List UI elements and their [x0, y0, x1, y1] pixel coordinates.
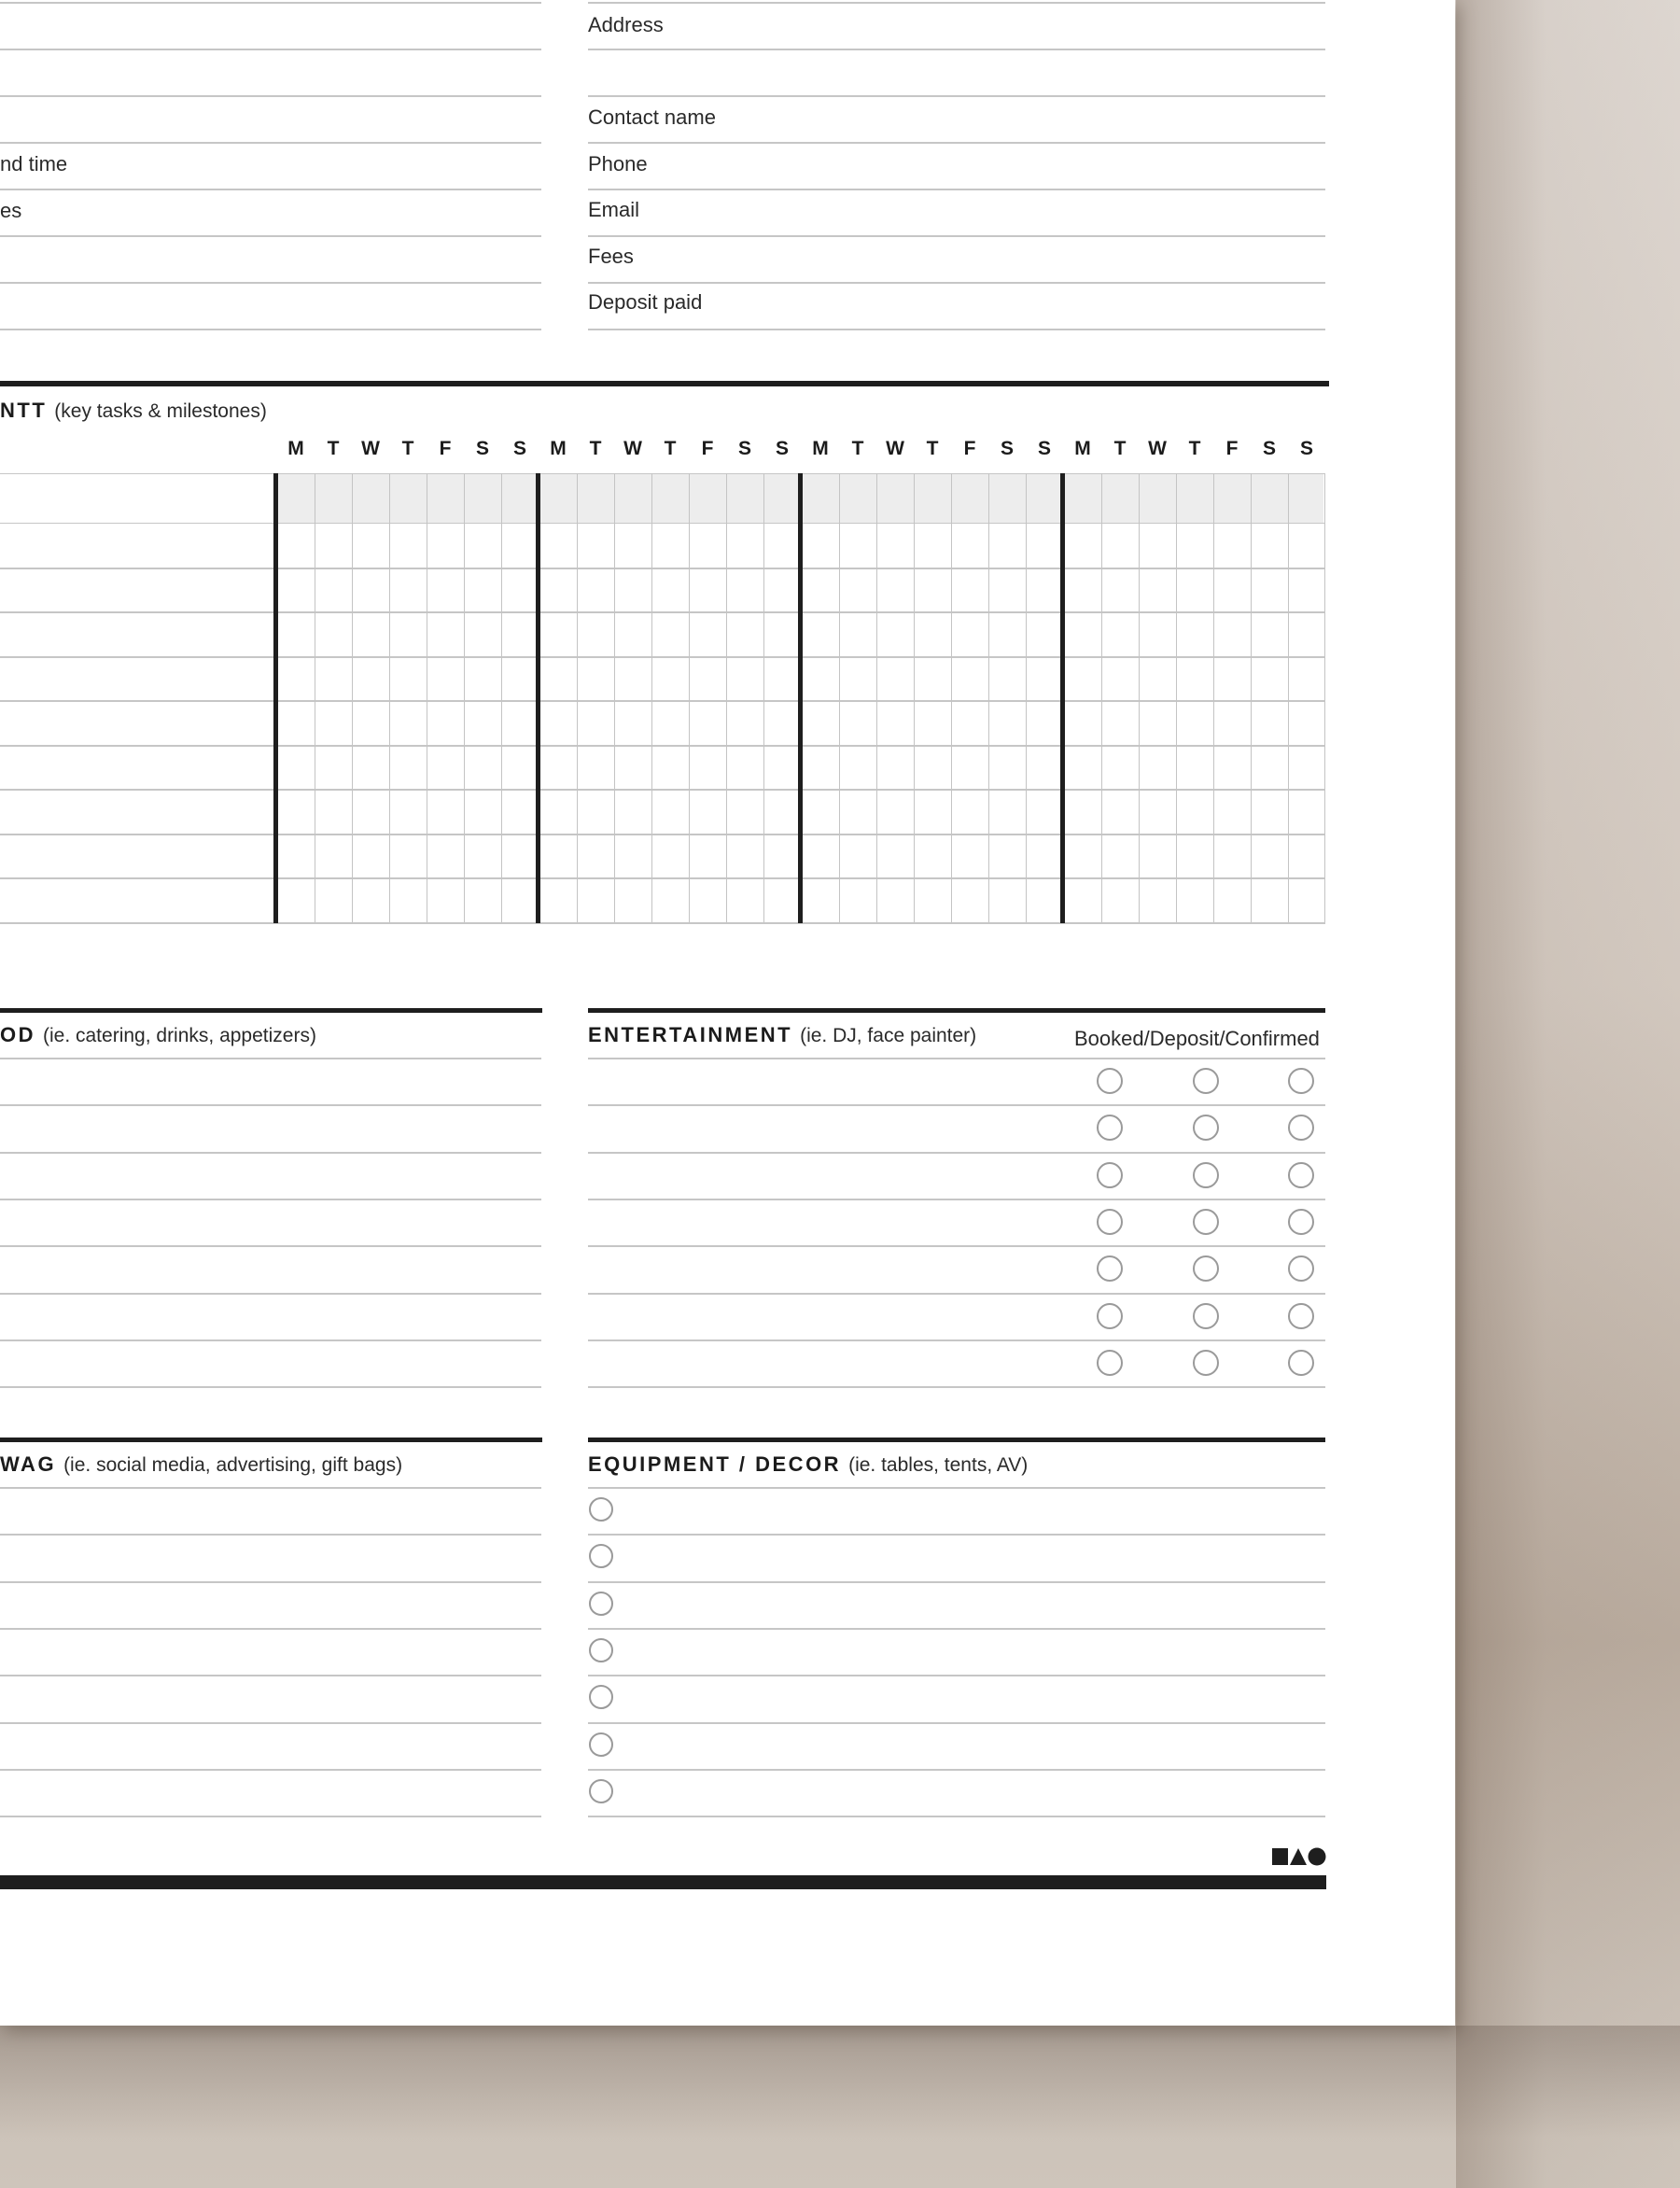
gantt-task-row[interactable] — [0, 745, 275, 790]
grid-line — [1101, 473, 1102, 922]
gantt-heading — [0, 398, 267, 427]
field-label-contact-name[interactable]: Contact name — [588, 105, 716, 129]
grid-line — [464, 473, 465, 922]
week-divider — [1060, 473, 1065, 923]
confirmed-checkbox[interactable] — [1288, 1255, 1314, 1282]
divider — [588, 282, 1325, 284]
list-item[interactable] — [0, 1106, 541, 1151]
gantt-task-row[interactable] — [0, 568, 275, 612]
list-item[interactable] — [0, 1247, 541, 1292]
divider — [588, 189, 1325, 190]
gantt-task-row[interactable] — [0, 611, 275, 656]
divider — [588, 2, 1325, 4]
divider — [588, 142, 1325, 144]
section-bar — [588, 1008, 1325, 1013]
gantt-task-row[interactable] — [0, 789, 275, 834]
divider — [588, 1386, 1325, 1388]
section-bar — [588, 1438, 1325, 1442]
grid-line — [689, 473, 690, 922]
list-item[interactable] — [0, 1489, 541, 1534]
list-item[interactable] — [0, 1295, 541, 1339]
confirmed-checkbox[interactable] — [1288, 1350, 1314, 1376]
day-label: M — [1074, 438, 1091, 459]
grid-line — [1139, 473, 1140, 922]
divider — [588, 329, 1325, 330]
day-label: S — [512, 438, 526, 459]
grid-line — [1324, 473, 1325, 922]
list-item[interactable] — [0, 1154, 541, 1199]
grid-line — [876, 473, 877, 922]
divider — [0, 1386, 541, 1388]
section-bar — [0, 381, 1329, 386]
deposit-checkbox[interactable] — [1193, 1350, 1219, 1376]
field-label-fees[interactable]: Fees — [588, 245, 634, 268]
day-label: W — [1148, 438, 1167, 459]
divider — [588, 235, 1325, 237]
grid-line — [914, 473, 915, 922]
day-label: T — [926, 438, 939, 459]
grid-line — [1288, 473, 1289, 922]
grid-line — [1176, 473, 1177, 922]
entertainment-heading — [588, 1022, 976, 1051]
gantt-task-row[interactable] — [0, 656, 275, 701]
list-item[interactable] — [588, 1676, 1325, 1721]
field-label-address[interactable]: Address — [588, 13, 664, 36]
grid-line — [951, 473, 952, 922]
gantt-task-row[interactable] — [0, 834, 275, 878]
confirmed-checkbox[interactable] — [1288, 1162, 1314, 1188]
day-label: T — [664, 438, 677, 459]
grid-line — [1213, 473, 1214, 922]
day-label: M — [812, 438, 829, 459]
checkbox-circle[interactable] — [589, 1592, 613, 1616]
food-subtitle: (ie. catering, drinks, appetizers) — [43, 1025, 316, 1046]
food-heading — [0, 1022, 316, 1051]
deposit-checkbox[interactable] — [1193, 1209, 1219, 1235]
day-label: T — [327, 438, 340, 459]
day-label: S — [1299, 438, 1313, 459]
grid-line — [352, 473, 353, 922]
booked-checkbox[interactable] — [1097, 1162, 1123, 1188]
grid-line — [726, 473, 727, 922]
day-label: M — [550, 438, 567, 459]
grid-line — [501, 473, 502, 922]
background-shadow-right — [1456, 0, 1680, 2188]
day-label: F — [701, 438, 714, 459]
divider — [0, 329, 541, 330]
field-label-email[interactable]: Email — [588, 198, 640, 221]
checkbox-circle[interactable] — [589, 1685, 613, 1709]
list-item[interactable] — [588, 1583, 1325, 1628]
list-item[interactable] — [0, 1771, 541, 1816]
divider — [0, 49, 541, 50]
divider — [0, 2, 541, 4]
field-label-deposit-paid[interactable]: Deposit paid — [588, 290, 703, 314]
divider — [0, 189, 541, 190]
list-item[interactable] — [0, 1059, 541, 1104]
field-label-date-time[interactable]: nd time — [0, 152, 68, 175]
section-bar — [0, 1438, 542, 1442]
grid-line — [763, 473, 764, 922]
booked-checkbox[interactable] — [1097, 1255, 1123, 1282]
day-label: T — [1113, 438, 1127, 459]
gantt-title: NTT — [0, 399, 48, 422]
day-label: T — [851, 438, 864, 459]
grid-line — [614, 473, 615, 922]
booked-checkbox[interactable] — [1097, 1068, 1123, 1094]
week-divider — [536, 473, 540, 923]
list-item[interactable] — [588, 1489, 1325, 1534]
list-item[interactable] — [0, 1200, 541, 1245]
list-item[interactable] — [0, 1676, 541, 1721]
grid-line — [1026, 473, 1027, 922]
gantt-task-row[interactable] — [0, 700, 275, 745]
equipment-heading — [588, 1452, 1028, 1480]
section-bar — [0, 1008, 542, 1013]
entertainment-subtitle: (ie. DJ, face painter) — [800, 1025, 977, 1046]
footer-bar — [0, 1875, 1326, 1889]
grid-line — [389, 473, 390, 922]
day-label: S — [475, 438, 489, 459]
deposit-checkbox[interactable] — [1193, 1068, 1219, 1094]
list-item[interactable] — [0, 1583, 541, 1628]
booked-checkbox[interactable] — [1097, 1209, 1123, 1235]
swag-subtitle: (ie. social media, advertising, gift bags) — [63, 1454, 403, 1476]
day-label: W — [361, 438, 380, 459]
entertainment-title: ENTERTAINMENT — [588, 1023, 793, 1046]
deposit-checkbox[interactable] — [1193, 1303, 1219, 1329]
confirmed-checkbox[interactable] — [1288, 1303, 1314, 1329]
day-label: W — [886, 438, 904, 459]
day-label: F — [963, 438, 976, 459]
divider — [588, 1816, 1325, 1817]
checkbox-circle[interactable] — [589, 1638, 613, 1662]
confirmed-checkbox[interactable] — [1288, 1068, 1314, 1094]
checkbox-circle[interactable] — [589, 1497, 613, 1522]
divider — [0, 1816, 541, 1817]
deposit-checkbox[interactable] — [1193, 1162, 1219, 1188]
list-item[interactable] — [588, 1724, 1325, 1769]
deposit-checkbox[interactable] — [1193, 1255, 1219, 1282]
day-label: T — [401, 438, 414, 459]
list-item[interactable] — [588, 1536, 1325, 1580]
day-label: F — [1225, 438, 1239, 459]
week-divider — [798, 473, 803, 923]
day-label: S — [1262, 438, 1276, 459]
list-item[interactable] — [0, 1536, 541, 1580]
confirmed-checkbox[interactable] — [1288, 1209, 1314, 1235]
list-item[interactable] — [0, 1630, 541, 1675]
list-item[interactable] — [0, 1341, 541, 1386]
checkbox-circle[interactable] — [589, 1779, 613, 1803]
day-label: S — [1037, 438, 1051, 459]
square-triangle-circle-logo-icon — [1272, 1847, 1326, 1866]
day-label: S — [1000, 438, 1014, 459]
day-label: T — [589, 438, 602, 459]
day-label: S — [737, 438, 751, 459]
booked-checkbox[interactable] — [1097, 1303, 1123, 1329]
list-item[interactable] — [588, 1630, 1325, 1675]
equipment-title: EQUIPMENT / DECOR — [588, 1452, 842, 1476]
grid-line — [577, 473, 578, 922]
list-item[interactable] — [588, 1771, 1325, 1816]
divider — [588, 95, 1325, 97]
week-divider — [273, 473, 278, 923]
booked-checkbox[interactable] — [1097, 1350, 1123, 1376]
grid-line — [0, 473, 1325, 474]
divider — [0, 235, 541, 237]
food-title: OD — [0, 1023, 35, 1046]
day-label: F — [439, 438, 452, 459]
gantt-task-row[interactable] — [0, 877, 275, 922]
gantt-subtitle: (key tasks & milestones) — [54, 400, 267, 422]
field-label-es[interactable]: es — [0, 199, 22, 222]
list-item[interactable] — [0, 1724, 541, 1769]
day-label: T — [1188, 438, 1201, 459]
checkbox-circle[interactable] — [589, 1732, 613, 1757]
background-shadow-bottom — [0, 2026, 1680, 2138]
grid-line — [988, 473, 989, 922]
day-label: M — [287, 438, 304, 459]
swag-title: WAG — [0, 1452, 57, 1476]
grid-line — [1251, 473, 1252, 922]
divider — [0, 95, 541, 97]
field-label-phone[interactable]: Phone — [588, 152, 648, 175]
status-column-header: Booked/Deposit/Confirmed — [1074, 1027, 1320, 1050]
grid-line — [839, 473, 840, 922]
day-label: W — [623, 438, 642, 459]
grid-line — [0, 922, 1325, 924]
swag-heading — [0, 1452, 402, 1480]
divider — [0, 142, 541, 144]
equipment-subtitle: (ie. tables, tents, AV) — [848, 1454, 1029, 1476]
gantt-task-row[interactable] — [0, 523, 275, 568]
day-label: S — [775, 438, 789, 459]
divider — [0, 282, 541, 284]
divider — [588, 49, 1325, 50]
grid-line — [651, 473, 652, 922]
